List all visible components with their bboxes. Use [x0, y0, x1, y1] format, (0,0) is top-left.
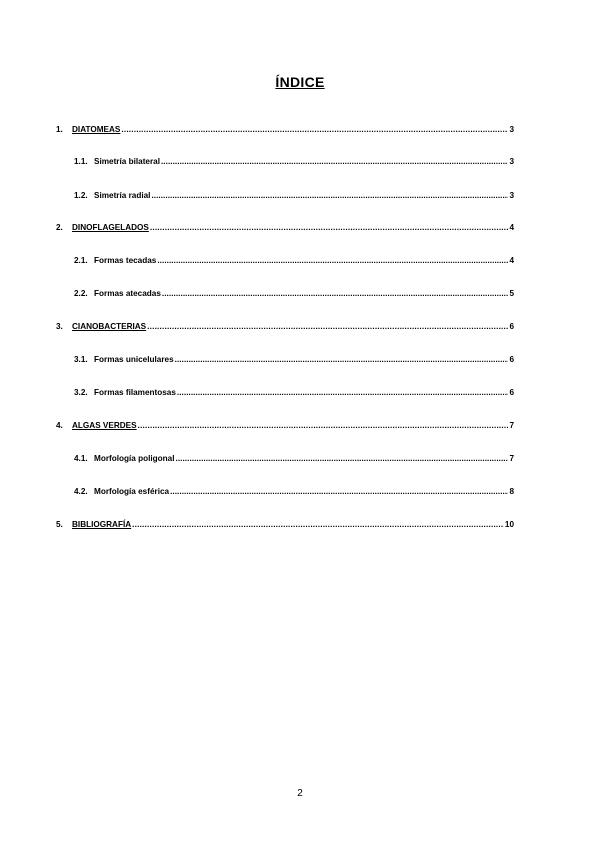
toc-leader — [132, 520, 504, 530]
toc-number: 2.2. — [74, 289, 88, 298]
toc-leader — [170, 487, 508, 497]
toc-label[interactable]: BIBLIOGRAFÍA — [72, 520, 132, 529]
toc-label[interactable]: Formas unicelulares — [94, 355, 174, 364]
toc-leader — [150, 223, 509, 233]
toc-label[interactable]: Morfología poligonal — [94, 454, 175, 463]
toc-label[interactable]: DIATOMEAS — [72, 125, 121, 134]
toc-label[interactable]: ALGAS VERDES — [72, 421, 137, 430]
toc-number: 1. — [56, 125, 63, 134]
toc-entry[interactable] — [74, 157, 514, 167]
toc-page: 5 — [509, 289, 514, 298]
toc-leader — [162, 289, 509, 299]
toc-entry[interactable] — [74, 256, 514, 266]
toc-label[interactable]: Formas tecadas — [94, 256, 157, 265]
toc-number: 3.1. — [74, 355, 88, 364]
toc-page: 6 — [509, 322, 514, 331]
toc-page: 4 — [509, 223, 514, 232]
toc-number: 3. — [56, 322, 63, 331]
toc-page: 10 — [504, 520, 514, 529]
toc-page: 4 — [509, 256, 514, 265]
toc-entry[interactable] — [56, 125, 514, 135]
toc-number: 5. — [56, 520, 63, 529]
toc-leader — [177, 388, 509, 398]
toc-label[interactable]: CIANOBACTERIAS — [72, 322, 147, 331]
toc-leader — [151, 191, 508, 201]
toc-entry[interactable] — [74, 454, 514, 464]
toc-entry[interactable] — [74, 487, 514, 497]
toc-entry[interactable] — [74, 191, 514, 201]
toc-number: 4.1. — [74, 454, 88, 463]
toc-entry[interactable] — [74, 289, 514, 299]
toc-number: 4.2. — [74, 487, 88, 496]
toc-page: 8 — [509, 487, 514, 496]
toc-number: 3.2. — [74, 388, 88, 397]
toc-label[interactable]: DINOFLAGELADOS — [72, 223, 149, 232]
toc-entry[interactable] — [56, 322, 514, 332]
toc-entry[interactable] — [56, 223, 514, 233]
toc-leader — [157, 256, 508, 266]
toc-page: 7 — [509, 421, 514, 430]
toc-label[interactable]: Formas atecadas — [94, 289, 161, 298]
toc-leader — [138, 421, 509, 431]
toc-leader — [121, 125, 508, 135]
page-number: 2 — [297, 788, 303, 799]
toc-page: 7 — [509, 454, 514, 463]
toc-number: 4. — [56, 421, 63, 430]
toc-page: 3 — [509, 157, 514, 166]
page-title: ÍNDICE — [275, 74, 325, 90]
toc-label[interactable]: Formas filamentosas — [94, 388, 176, 397]
toc-entry[interactable] — [56, 421, 514, 431]
toc-label[interactable]: Simetría radial — [94, 191, 151, 200]
toc-leader — [147, 322, 508, 332]
toc-page: 3 — [509, 191, 514, 200]
toc-page: 3 — [509, 125, 514, 134]
toc-entry[interactable] — [74, 388, 514, 398]
toc-number: 1.2. — [74, 191, 88, 200]
toc-leader — [161, 157, 508, 167]
toc-number: 2.1. — [74, 256, 88, 265]
toc-number: 2. — [56, 223, 63, 232]
toc-number: 1.1. — [74, 157, 88, 166]
toc-label[interactable]: Morfología esférica — [94, 487, 170, 496]
toc-page: 6 — [509, 388, 514, 397]
toc-leader — [175, 355, 509, 365]
toc-leader — [176, 454, 509, 464]
toc-page: 6 — [509, 355, 514, 364]
toc-entry[interactable] — [56, 520, 514, 530]
toc-entry[interactable] — [74, 355, 514, 365]
toc-label[interactable]: Simetría bilateral — [94, 157, 160, 166]
